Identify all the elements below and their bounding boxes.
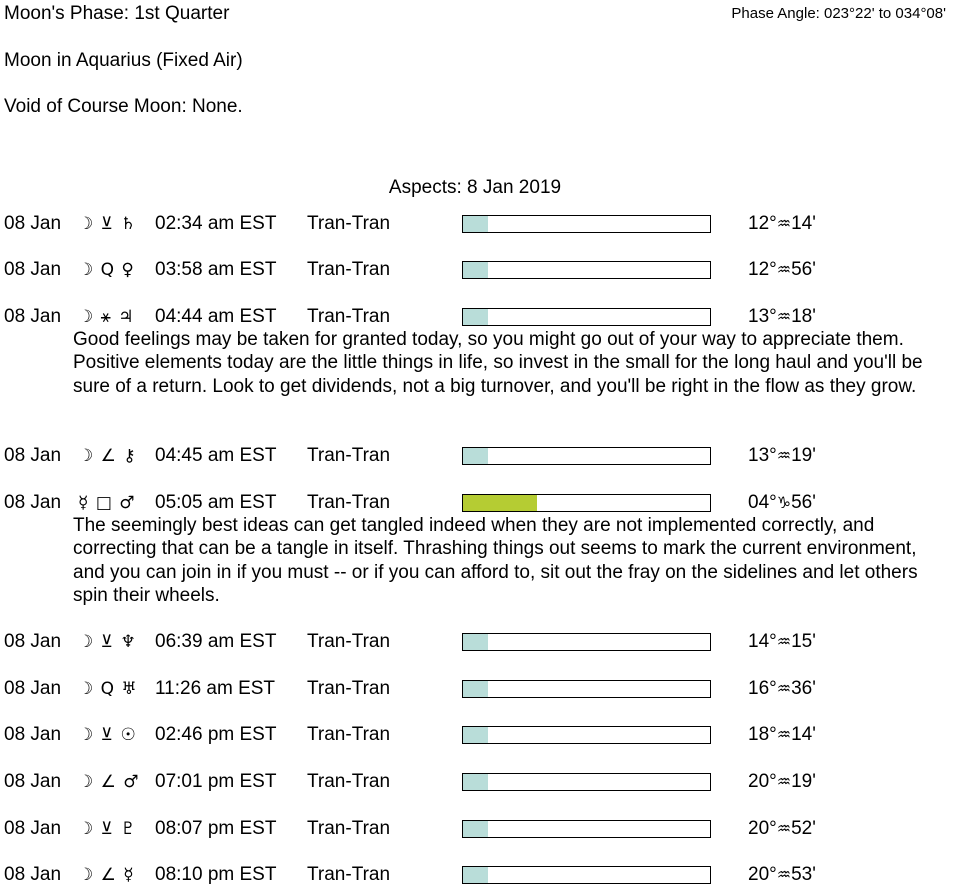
aspect-row: [0, 258, 956, 282]
strength-bar-fill: [463, 448, 488, 464]
strength-bar-fill: [463, 681, 488, 697]
aspect-kind: Tran-Tran: [307, 259, 391, 280]
zodiac-sign-icon: ♒: [776, 446, 792, 465]
aspect-time: 02:34 am EST: [155, 213, 277, 234]
aspect-time: 04:44 am EST: [155, 306, 277, 327]
zodiac-sign-icon: ♒: [776, 819, 792, 838]
aspect-date: 08 Jan: [4, 631, 62, 652]
aspect-description: The seemingly best ideas can get tangled indeed when they are not implemented correctly, and correcting that can be a tangle in itself. Thrashing things out seems to mark the current environment, and you can join in if you must -- or if you can afford to, sit out the fray on the sidelines and let others spin their wheels.: [73, 515, 918, 606]
aspect-time: 05:05 am EST: [155, 492, 277, 513]
aspect-minutes: 53': [791, 864, 816, 885]
aspect-degree: 20°: [748, 818, 777, 839]
aspect-time: 04:45 am EST: [155, 445, 277, 466]
aspect-glyphs: ☽ ∠ ⚷: [78, 446, 137, 466]
aspect-position: [748, 258, 816, 282]
zodiac-sign-icon: ♒: [776, 307, 792, 326]
aspect-kind: Tran-Tran: [307, 213, 391, 234]
aspect-degree: 14°: [748, 631, 777, 652]
aspect-degree: 16°: [748, 678, 777, 699]
strength-bar-fill: [463, 774, 488, 790]
aspects-title: Aspects: 8 Jan 2019: [388, 177, 562, 198]
strength-bar: [462, 726, 711, 744]
aspect-kind: Tran-Tran: [307, 818, 391, 839]
aspect-minutes: 19': [791, 771, 816, 792]
aspect-time: 08:07 pm EST: [155, 818, 277, 839]
aspect-degree: 12°: [748, 213, 777, 234]
strength-bar: [462, 866, 711, 884]
aspect-time: 11:26 am EST: [155, 678, 276, 699]
aspect-glyphs: ☿ □ ♂: [78, 493, 136, 513]
aspect-row: [0, 444, 956, 468]
strength-bar-fill: [463, 216, 488, 232]
aspect-glyphs: ☽ ∠ ☿: [78, 865, 135, 885]
aspect-glyphs: ☽ ⊻ ♆: [78, 632, 137, 652]
aspect-kind: Tran-Tran: [307, 724, 391, 745]
aspect-kind: Tran-Tran: [307, 492, 391, 513]
aspect-minutes: 56': [791, 259, 816, 280]
zodiac-sign-icon: ♒: [776, 725, 792, 744]
aspect-position: [748, 817, 816, 841]
phase-angle: Phase Angle: 023°22' to 034°08': [731, 5, 946, 22]
aspect-row: [0, 630, 956, 654]
strength-bar: [462, 820, 711, 838]
aspect-minutes: 36': [791, 678, 816, 699]
aspect-date: 08 Jan: [4, 818, 62, 839]
strength-bar: [462, 215, 711, 233]
aspect-position: [748, 305, 816, 329]
aspect-glyphs: ☽ ⊻ ♇: [78, 819, 137, 839]
aspect-glyphs: ☽ Q ♀: [78, 260, 135, 280]
strength-bar: [462, 773, 711, 791]
aspect-degree: 20°: [748, 864, 777, 885]
aspect-minutes: 15': [791, 631, 816, 652]
aspect-position: [748, 770, 816, 794]
strength-bar-fill: [463, 262, 488, 278]
strength-bar-fill: [463, 309, 488, 325]
aspect-position: [748, 444, 816, 468]
strength-bar: [462, 680, 711, 698]
strength-bar-fill: [463, 867, 488, 883]
aspect-date: 08 Jan: [4, 259, 62, 280]
aspect-row: [0, 491, 956, 515]
aspect-kind: Tran-Tran: [307, 445, 391, 466]
zodiac-sign-icon: ♒: [776, 260, 792, 279]
aspect-glyphs: ☽ ⚹ ♃: [78, 307, 135, 327]
aspect-glyphs: ☽ ⊻ ☉: [78, 725, 137, 745]
aspect-row: [0, 863, 956, 887]
strength-bar: [462, 494, 711, 512]
zodiac-sign-icon: ♒: [776, 679, 792, 698]
aspect-date: 08 Jan: [4, 678, 62, 699]
aspect-minutes: 56': [791, 492, 816, 513]
aspect-row: [0, 723, 956, 747]
aspect-kind: Tran-Tran: [307, 678, 391, 699]
aspect-kind: Tran-Tran: [307, 771, 391, 792]
strength-bar: [462, 261, 711, 279]
aspect-position: [748, 630, 816, 654]
moon-sign: Moon in Aquarius (Fixed Air): [4, 50, 243, 71]
aspect-date: 08 Jan: [4, 445, 62, 466]
aspect-degree: 13°: [748, 445, 777, 466]
aspect-date: 08 Jan: [4, 492, 62, 513]
aspect-degree: 04°: [748, 492, 777, 513]
aspect-glyphs: ☽ ⊻ ♄: [78, 214, 137, 234]
aspect-degree: 18°: [748, 724, 777, 745]
aspect-position: [748, 491, 816, 515]
aspect-degree: 20°: [748, 771, 777, 792]
aspect-time: 07:01 pm EST: [155, 771, 277, 792]
moon-phase: Moon's Phase: 1st Quarter: [4, 3, 230, 24]
strength-bar-fill: [463, 727, 488, 743]
aspect-minutes: 19': [791, 445, 816, 466]
strength-bar-fill: [463, 634, 488, 650]
aspect-kind: Tran-Tran: [307, 631, 391, 652]
aspect-position: [748, 723, 816, 747]
aspect-position: [748, 863, 816, 887]
aspect-position: [748, 677, 816, 701]
zodiac-sign-icon: ♒: [776, 632, 792, 651]
aspect-minutes: 14': [791, 724, 816, 745]
aspect-glyphs: ☽ Q ♅: [78, 679, 138, 699]
aspect-minutes: 52': [791, 818, 816, 839]
strength-bar-fill: [463, 821, 488, 837]
aspect-time: 06:39 am EST: [155, 631, 277, 652]
zodiac-sign-icon: ♑: [776, 493, 792, 512]
aspect-row: [0, 212, 956, 236]
strength-bar: [462, 308, 711, 326]
aspect-date: 08 Jan: [4, 306, 62, 327]
strength-bar: [462, 447, 711, 465]
aspect-kind: Tran-Tran: [307, 864, 391, 885]
strength-bar-fill: [463, 495, 537, 511]
aspect-date: 08 Jan: [4, 864, 62, 885]
aspect-degree: 12°: [748, 259, 777, 280]
aspect-row: [0, 677, 956, 701]
zodiac-sign-icon: ♒: [776, 865, 792, 884]
aspect-degree: 13°: [748, 306, 777, 327]
aspect-date: 08 Jan: [4, 213, 62, 234]
zodiac-sign-icon: ♒: [776, 214, 792, 233]
aspect-description: Good feelings may be taken for granted today, so you might go out of your way to appreciate them. Positive elements today are the little things in life, so invest in the small for the long haul and you'll be sure of a return. Look to get dividends, not a big turnover, and you'll be right in the flow as they grow.: [73, 329, 923, 397]
aspect-minutes: 14': [791, 213, 816, 234]
aspect-time: 08:10 pm EST: [155, 864, 277, 885]
aspect-position: [748, 212, 816, 236]
aspect-time: 02:46 pm EST: [155, 724, 277, 745]
aspect-row: [0, 817, 956, 841]
aspect-date: 08 Jan: [4, 724, 62, 745]
aspect-kind: Tran-Tran: [307, 306, 391, 327]
void-of-course: Void of Course Moon: None.: [4, 96, 243, 117]
aspect-date: 08 Jan: [4, 771, 62, 792]
aspect-glyphs: ☽ ∠ ♂: [78, 772, 140, 792]
aspect-time: 03:58 am EST: [155, 259, 277, 280]
strength-bar: [462, 633, 711, 651]
aspect-minutes: 18': [791, 306, 816, 327]
zodiac-sign-icon: ♒: [776, 772, 792, 791]
aspect-row: [0, 770, 956, 794]
aspect-row: [0, 305, 956, 329]
